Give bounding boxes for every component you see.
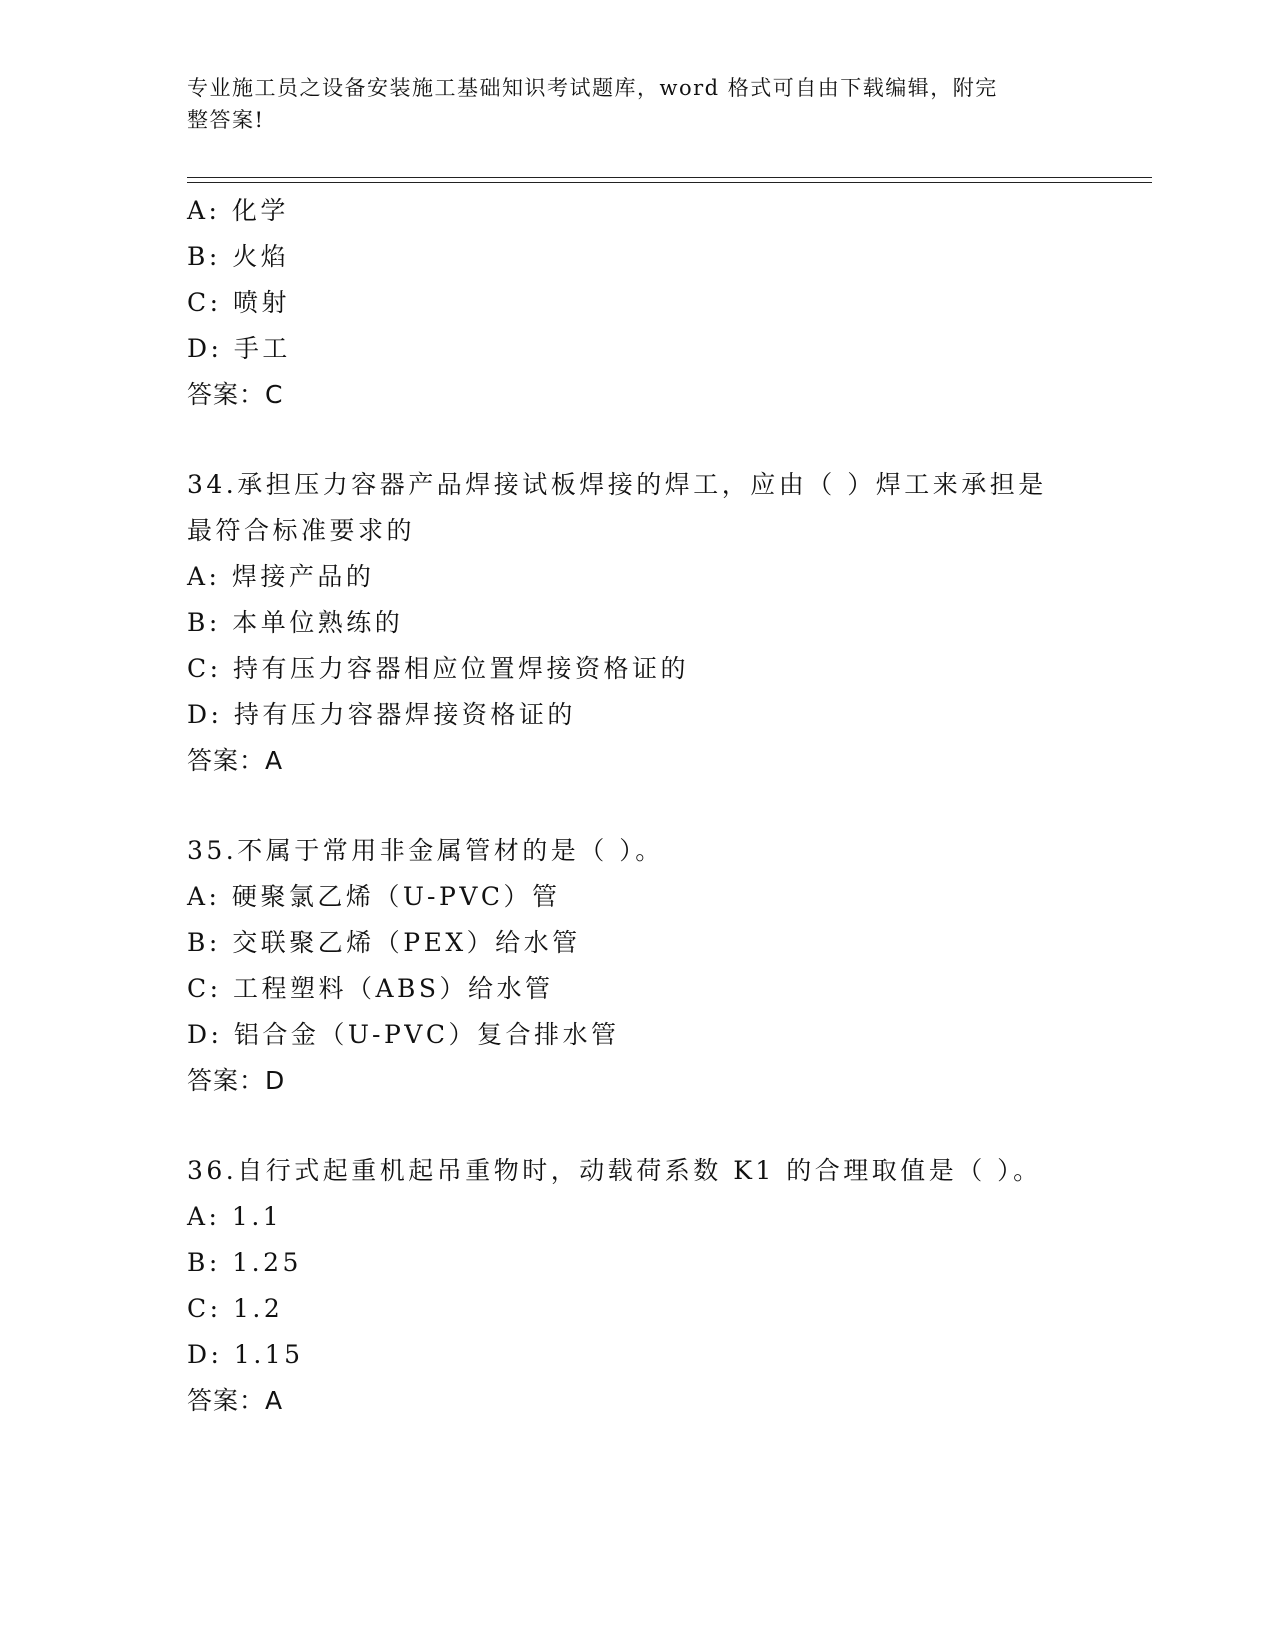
answer-line: 答案：C: [187, 380, 284, 409]
option-c: C: 喷射: [187, 288, 290, 317]
question-stem: 34.承担压力容器产品焊接试板焊接的焊工，应由（ ）焊工来承担是: [187, 470, 1047, 499]
option-b: B: 本单位熟练的: [187, 608, 404, 637]
option-d: D: 1.15: [187, 1340, 304, 1369]
option-b: B: 1.25: [187, 1248, 302, 1277]
question-stem-continued: 最符合标准要求的: [187, 516, 416, 545]
option-b: B: 交联聚乙烯（PEX）给水管: [187, 928, 581, 957]
option-a: A: 焊接产品的: [187, 562, 375, 591]
option-a: A: 化学: [187, 196, 289, 225]
answer-line: 答案：A: [187, 1386, 284, 1415]
option-b: B: 火焰: [187, 242, 290, 271]
option-d: D: 手工: [187, 334, 291, 363]
question-33-continued: [187, 188, 1187, 418]
header-divider-top: [187, 177, 1152, 178]
question-35: [187, 828, 1187, 1104]
question-36: [187, 1148, 1187, 1424]
document-header: [187, 72, 1067, 136]
header-divider-bottom: [187, 182, 1152, 183]
header-line-2: 整答案!: [187, 108, 265, 132]
question-list: [187, 188, 1187, 1424]
option-a: A: 硬聚氯乙烯（U-PVC）管: [187, 882, 561, 911]
question-stem: 35.不属于常用非金属管材的是（ ）。: [187, 836, 664, 865]
header-line-1: 专业施工员之设备安装施工基础知识考试题库，word 格式可自由下载编辑，附完: [187, 76, 998, 100]
option-d: D: 持有压力容器焊接资格证的: [187, 700, 576, 729]
answer-line: 答案：D: [187, 1066, 286, 1095]
option-c: C: 工程塑料（ABS）给水管: [187, 974, 554, 1003]
option-c: C: 持有压力容器相应位置焊接资格证的: [187, 654, 689, 683]
option-a: A: 1.1: [187, 1202, 283, 1231]
question-34: [187, 462, 1187, 784]
option-c: C: 1.2: [187, 1294, 284, 1323]
option-d: D: 铝合金（U-PVC）复合排水管: [187, 1020, 620, 1049]
question-stem: 36.自行式起重机起吊重物时，动载荷系数 K1 的合理取值是（ ）。: [187, 1156, 1042, 1185]
answer-line: 答案：A: [187, 746, 284, 775]
